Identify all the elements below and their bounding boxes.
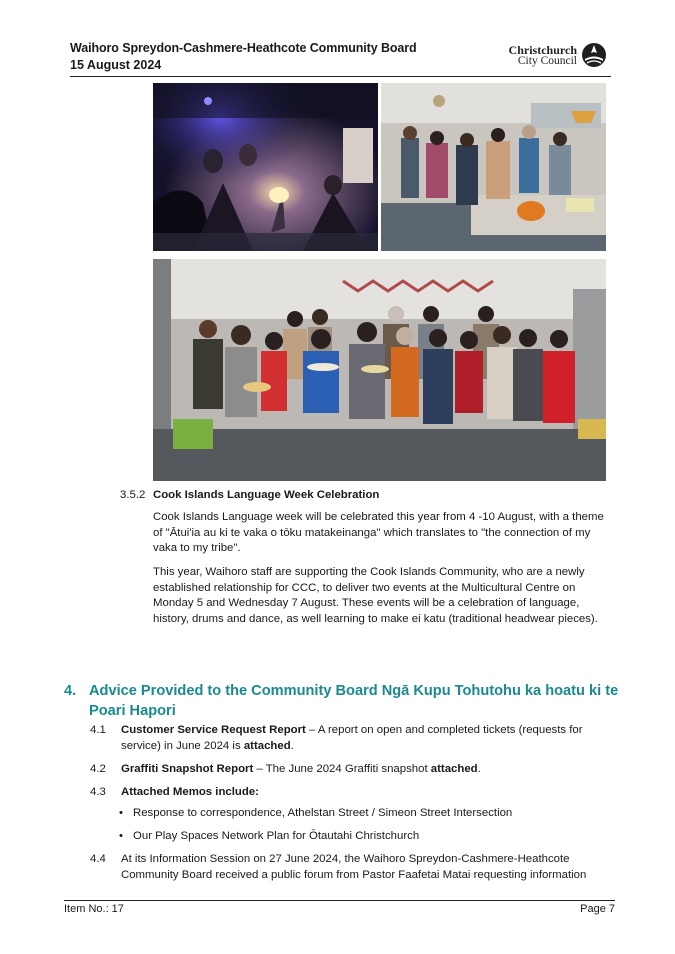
bullet-icon: •: [119, 807, 123, 819]
item-text: At its Information Session on 27 June 2024, the Waihoro Spreydon-Cashmere-Heathcote Community Board received a public forum from Pastor Faafetai Matai requesting information: [121, 853, 587, 881]
logo-line2: City Council: [517, 55, 577, 67]
board-name: Waihoro Spreydon-Cashmere-Heathcote Community Board: [70, 41, 417, 55]
report-link[interactable]: Graffiti Snapshot Report: [121, 763, 254, 775]
logo-line1: Christchurch: [508, 43, 577, 57]
council-logo: [499, 41, 611, 71]
paragraph-waihoro-support: This year, Waihoro staff are supporting the Cook Islands Community, who are a newly established relationship for CCC, to deliver two events at the Multicultural Centre on Monday 5 and Wednesday 7 August. These events will be a celebration of language, history, drums and dance, as well learning to make ei katu (traditional headwear pieces).: [153, 566, 598, 625]
photo-icon: [153, 83, 378, 251]
section-title: Advice Provided to the Community Board Ngā Kupu Tohutohu ka hoatu ki te Poari Hapori: [89, 683, 619, 719]
subsection-heading: [120, 489, 379, 501]
item-number: 4.2: [90, 763, 106, 775]
item-number-footer: Item No.: 17: [64, 903, 124, 915]
bullet-icon: •: [119, 830, 123, 842]
paragraph-language-week: Cook Islands Language week will be celebrated this year from 4 -10 August, with a theme of "Ātui'ia au ki te vaka o tōku matakeinanga" which translates to "the connection of my vaka to my tribe".: [153, 511, 604, 555]
page-footer: [64, 900, 615, 915]
photo-night-gathering: [153, 83, 378, 251]
list-item[interactable]: • Response to correspondence, Athelstan Street / Simeon Street Intersection: [119, 807, 513, 819]
subsection-number: 3.5.2: [120, 489, 146, 501]
report-link[interactable]: Customer Service Request Report: [121, 724, 306, 736]
page-number: Page 7: [580, 903, 615, 915]
page-header: [70, 41, 611, 77]
item-text: Attached Memos include:: [121, 786, 259, 798]
subsection-title: Cook Islands Language Week Celebration: [153, 489, 380, 501]
photo-icon: [381, 83, 606, 251]
section-number: 4.: [64, 683, 77, 699]
photo-icon: [153, 259, 606, 481]
cathedral-icon: [581, 42, 607, 68]
item-number: 4.1: [90, 724, 106, 736]
item-text: Graffiti Snapshot Report – The June 2024 Graffiti snapshot attached.: [121, 763, 481, 775]
meeting-date: 15 August 2024: [70, 58, 162, 72]
item-text: Customer Service Request Report – A report on open and completed tickets (requests for service) in June 2024 is attached.: [121, 724, 583, 752]
photo-kitchen-activity: [381, 83, 606, 251]
item-number: 4.4: [90, 853, 106, 865]
photo-group: [153, 259, 606, 481]
list-item[interactable]: • Our Play Spaces Network Plan for Ōtautahi Christchurch: [119, 830, 420, 842]
item-number: 4.3: [90, 786, 106, 798]
